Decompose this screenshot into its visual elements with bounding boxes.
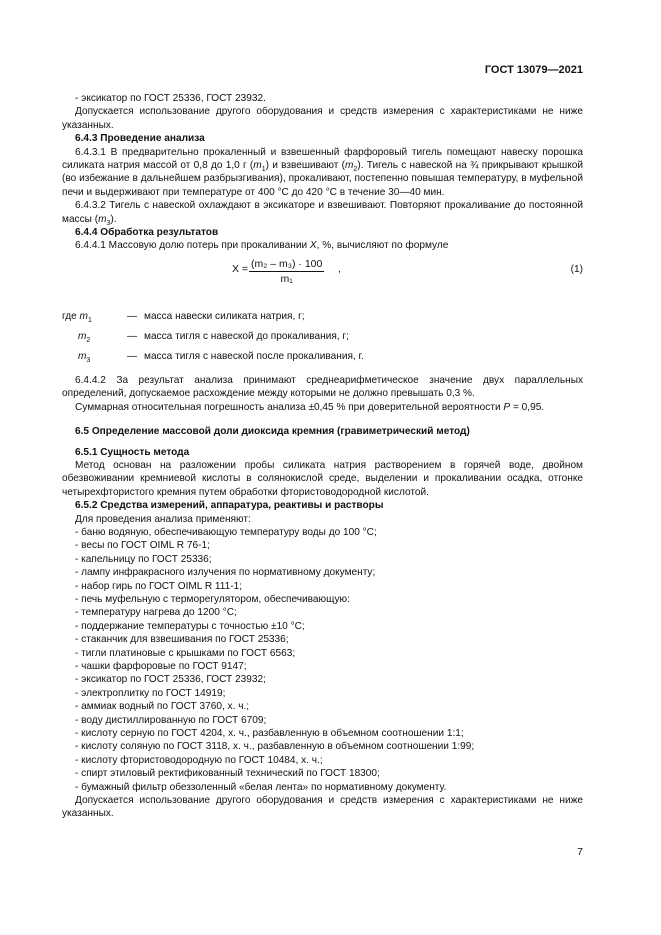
- equipment-list: [62, 526, 583, 794]
- formula-1: [62, 259, 583, 299]
- formula-numerator: (m₂ – m₃) · 100: [251, 257, 323, 270]
- section-heading-6-4-3: 6.4.3 Проведение анализа: [75, 133, 205, 145]
- list-item: - температуру нагрева до 1200 °С;: [75, 607, 237, 619]
- paragraph-error: Суммарная относительная погрешность анализа ±0,45 % при доверительной вероятности P = 0,95.: [75, 401, 545, 413]
- list-item: - баню водяную, обеспечивающую температуру воды до 100 °С;: [75, 526, 377, 538]
- page-content: [62, 92, 583, 821]
- list-item: - лампу инфракрасного излучения по нормативному документу;: [75, 567, 376, 579]
- list-item: - кислоту фтористоводородную по ГОСТ 10484, х. ч.;: [75, 754, 323, 766]
- document-header: ГОСТ 13079—2021: [484, 64, 583, 76]
- paragraph-6-4-4-2: 6.4.4.2 За результат анализа принимают среднеарифметическое значение двух параллельных определений, допускаемое расхождение между которыми не должно превышать 0,3 %.: [62, 374, 583, 400]
- list-item: - стаканчик для взвешивания по ГОСТ 25336;: [75, 634, 289, 646]
- formula-comma: ,: [338, 263, 341, 275]
- list-item: - капельницу по ГОСТ 25336;: [75, 553, 212, 565]
- list-item: - бумажный фильтр обеззоленный «белая лента» по нормативному документу.: [75, 781, 447, 793]
- legend-row: $m_2$ — масса тигля с навеской до прокаливания, г;: [78, 331, 349, 345]
- list-item: - печь муфельную с терморегулятором, обеспечивающую:: [75, 593, 350, 605]
- paragraph-6-4-3-1: 6.4.3.1 В предварительно прокаленный и взвешенный фарфоровый тигель помещают навеску порошка силиката натрия массой от 0,8 до 1,0 г $(m_1)$ и взвешивают $(m_2)$. Тигель с навеской на ¾ прикрывают крышкой (во избежание в дальнейшем разбрызгивания), прокаливают, постепенно повышая температуру, в муфельной печи и выдерживают при температуре от 400 °С до 420 °С в течение 30—40 мин.: [62, 146, 583, 198]
- paragraph: - эксикатор по ГОСТ 25336, ГОСТ 23932.: [75, 93, 266, 104]
- page-number: 7: [577, 846, 583, 858]
- list-item: - кислоту серную по ГОСТ 4204, х. ч., разбавленную в объемном соотношении 1:1;: [75, 728, 464, 740]
- paragraph: Допускается использование другого оборудования и средств измерения с характеристиками не ниже указанных.: [62, 106, 583, 131]
- list-item: - воду дистиллированную по ГОСТ 6709;: [75, 714, 267, 726]
- section-heading-6-5-2: 6.5.2 Средства измерений, аппаратура, реактивы и растворы: [75, 500, 384, 512]
- legend-row: $m_3$ — масса тигля с навеской после прокаливания, г.: [78, 351, 364, 365]
- section-heading-6-5-1: 6.5.1 Сущность метода: [75, 446, 190, 458]
- list-item: - тигли платиновые с крышками по ГОСТ 6563;: [75, 647, 296, 659]
- list-item: - чашки фарфоровые по ГОСТ 9147;: [75, 661, 247, 672]
- list-item: - кислоту соляную по ГОСТ 3118, х. ч., разбавленную в объемном соотношении 1:99;: [75, 741, 475, 753]
- list-item: - эксикатор по ГОСТ 25336, ГОСТ 23932;: [75, 674, 266, 686]
- paragraph-6-4-4-1: 6.4.4.1 Массовую долю потерь при прокаливании X, %, вычисляют по формуле: [75, 240, 449, 252]
- formula-fraction: [249, 257, 324, 286]
- list-item: - аммиак водный по ГОСТ 3760, х. ч.;: [75, 701, 250, 713]
- variable-legend: [62, 307, 583, 367]
- list-intro: Для проведения анализа применяют:: [75, 513, 251, 525]
- section-heading-6-4-4: 6.4.4 Обработка результатов: [75, 227, 219, 239]
- paragraph-final: Допускается использование другого оборудования и средств измерения с характеристиками не ниже указанных.: [62, 795, 583, 820]
- section-heading-6-5: 6.5 Определение массовой доли диоксида кремния (гравиметрический метод): [75, 426, 470, 438]
- formula-number: (1): [570, 263, 583, 275]
- paragraph-6-5-1: Метод основан на разложении пробы силиката натрия растворением в горячей воде, двойном обезвоживании кремниевой кислоты в солянокислой среде, выделении и прокаливании осадка, отгонке четырехфтористого кремния путем обработки фтористоводородной кислотой.: [62, 459, 583, 498]
- list-item: - электроплитку по ГОСТ 14919;: [75, 687, 226, 699]
- paragraph-6-4-3-2: 6.4.3.2 Тигель с навеской охлаждают в эксикаторе и взвешивают. Повторяют прокаливание до постоянной массы $(m_3)$.: [62, 200, 583, 227]
- formula-lhs: X =: [232, 262, 249, 275]
- list-item: - весы по ГОСТ OIML R 76-1;: [75, 540, 210, 552]
- list-item: - набор гирь по ГОСТ OIML R 111-1;: [75, 580, 243, 592]
- list-item: - поддержание температуры с точностью ±10 °С;: [75, 620, 305, 632]
- list-item: - спирт этиловый ректификованный технический по ГОСТ 18300;: [75, 768, 380, 780]
- formula-denominator: m₁: [280, 272, 293, 285]
- legend-row: где $m_1$ — масса навески силиката натрия, г;: [62, 311, 305, 325]
